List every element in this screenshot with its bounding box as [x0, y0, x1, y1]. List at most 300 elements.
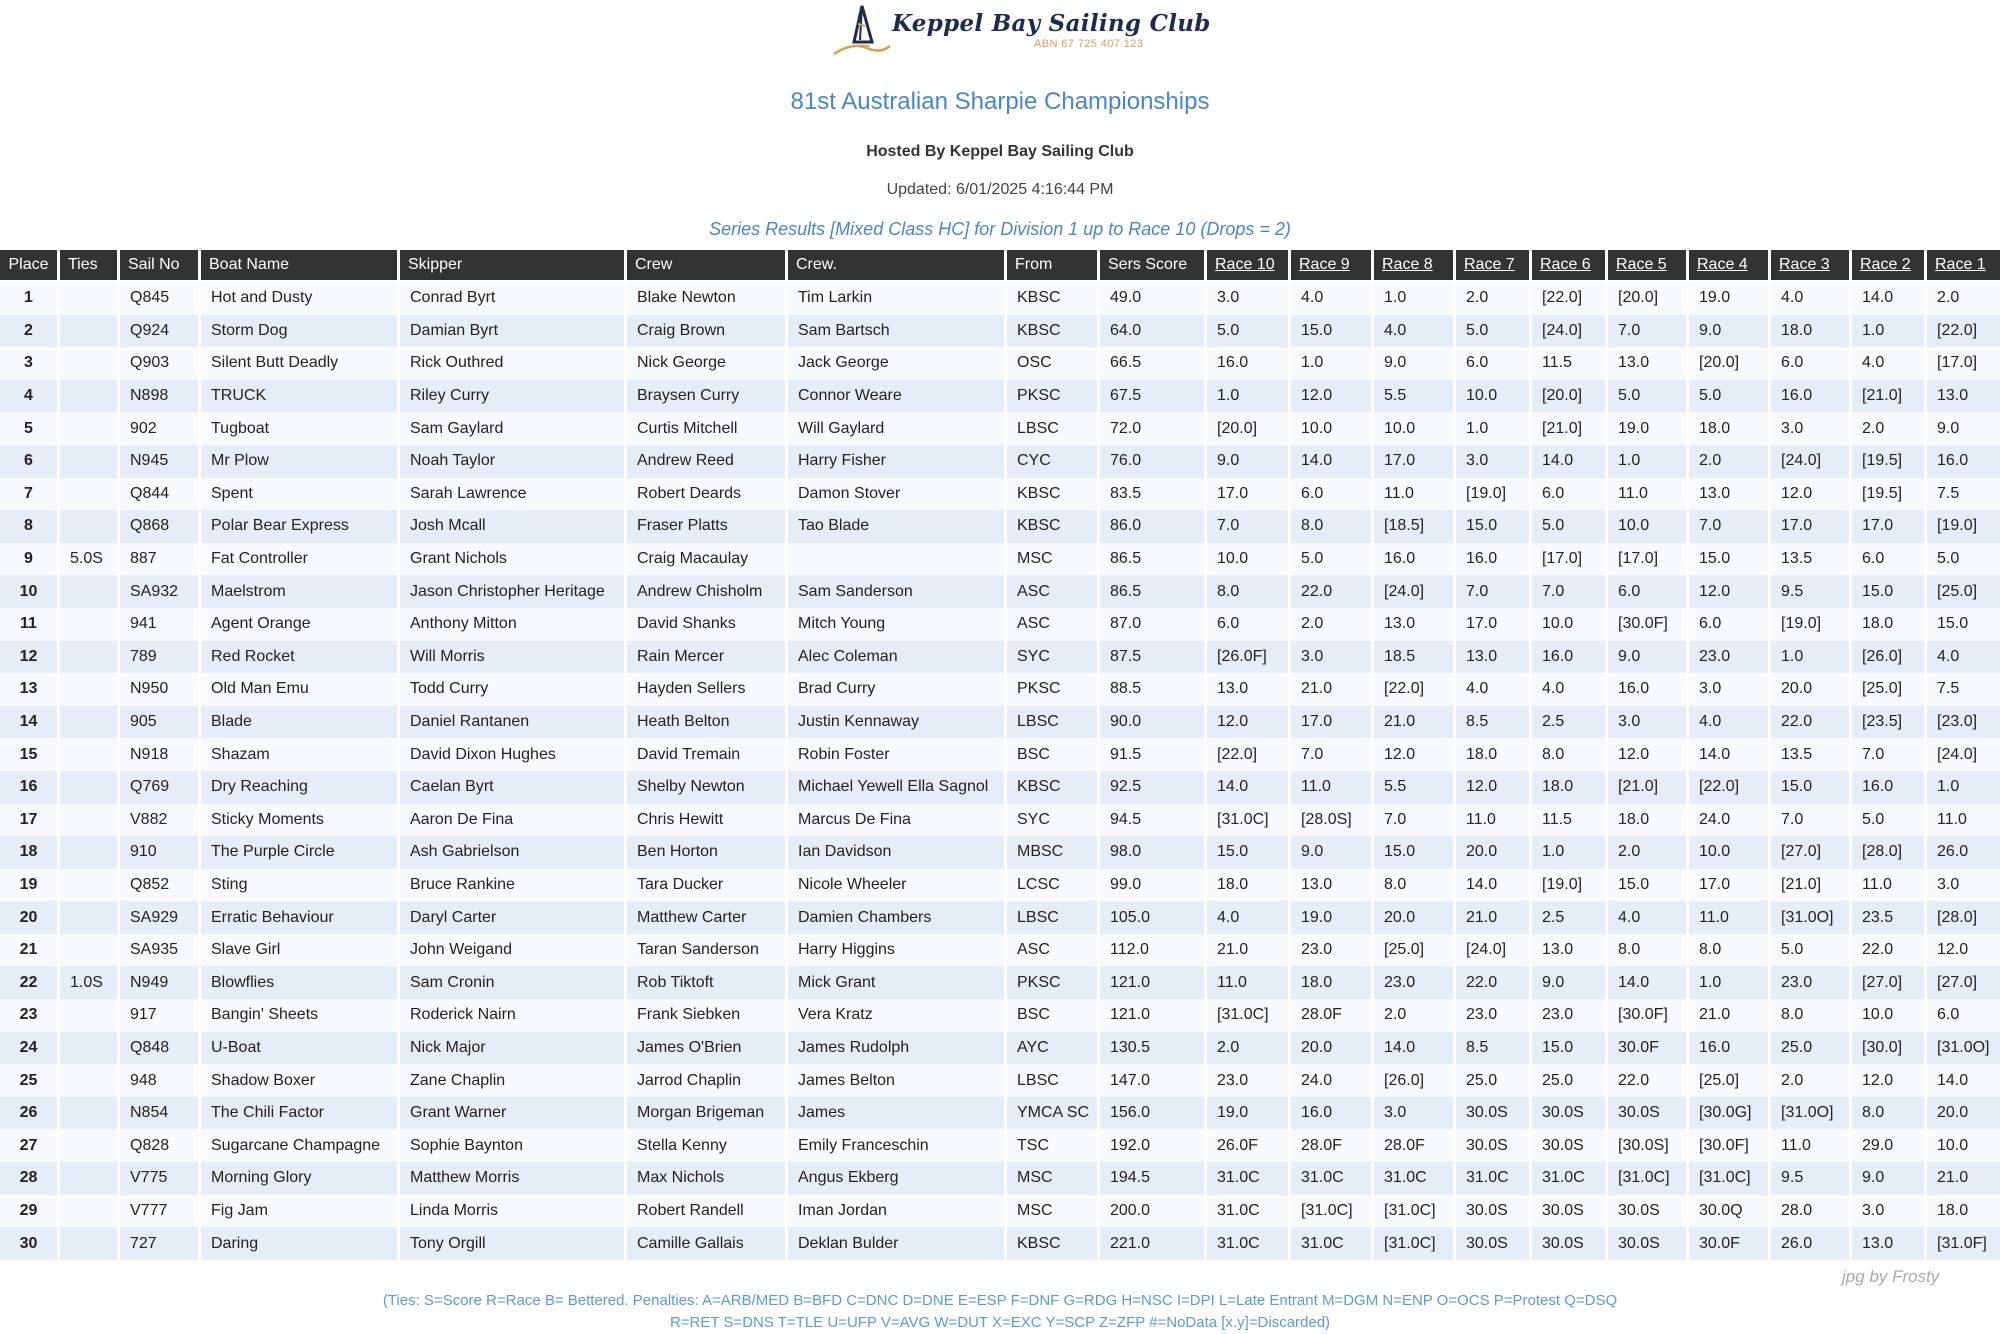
cell-place: 19 [0, 869, 57, 902]
cell-race-8: 8.0 [1374, 869, 1453, 902]
cell-race-2: 3.0 [1852, 1195, 1924, 1228]
cell-race-8: 5.5 [1374, 380, 1453, 413]
cell-crew: Hayden Sellers [627, 673, 785, 706]
cell-race-1: 5.0 [1927, 543, 2000, 576]
cell-skipper: Grant Warner [400, 1097, 624, 1130]
cell-sers-score: 105.0 [1100, 901, 1204, 934]
cell-race-8: 21.0 [1374, 706, 1453, 739]
cell-sail-no: 948 [120, 1064, 198, 1097]
cell-race-6: 5.0 [1532, 510, 1605, 543]
cell-race-6: 23.0 [1532, 999, 1605, 1032]
cell-race-8: [31.0C] [1374, 1195, 1453, 1228]
cell-ties [60, 1129, 117, 1162]
cell-race-2: 22.0 [1852, 934, 1924, 967]
column-header-boat-name: Boat Name [201, 250, 397, 282]
cell-race-9: 31.0C [1291, 1162, 1371, 1195]
cell-race-6: 2.5 [1532, 901, 1605, 934]
table-row [0, 673, 2000, 706]
cell-race-7: 3.0 [1456, 445, 1529, 478]
cell-sail-no: 910 [120, 836, 198, 869]
cell-crew [788, 543, 1004, 576]
series-heading: Series Results [Mixed Class HC] for Division 1 up to Race 10 (Drops = 2) [709, 219, 1291, 239]
table-row [0, 1064, 2000, 1097]
cell-sail-no: 887 [120, 543, 198, 576]
cell-crew: Alec Coleman [788, 641, 1004, 674]
cell-place: 2 [0, 315, 57, 348]
table-row [0, 282, 2000, 315]
cell-place: 18 [0, 836, 57, 869]
cell-race-5: 10.0 [1608, 510, 1686, 543]
cell-from: ASC [1007, 934, 1097, 967]
cell-race-4: 30.0Q [1689, 1195, 1768, 1228]
cell-skipper: Caelan Byrt [400, 771, 624, 804]
cell-crew: James Rudolph [788, 1032, 1004, 1065]
cell-race-2: [25.0] [1852, 673, 1924, 706]
cell-race-10: [31.0C] [1207, 999, 1288, 1032]
cell-race-6: 2.5 [1532, 706, 1605, 739]
cell-ties [60, 608, 117, 641]
cell-race-4: 1.0 [1689, 966, 1768, 999]
column-header-race-9[interactable]: Race 9 [1291, 250, 1371, 282]
cell-from: MSC [1007, 543, 1097, 576]
cell-race-10: 6.0 [1207, 608, 1288, 641]
cell-crew: Braysen Curry [627, 380, 785, 413]
cell-boat-name: The Purple Circle [201, 836, 397, 869]
cell-race-9: 28.0F [1291, 999, 1371, 1032]
table-row [0, 641, 2000, 674]
cell-race-9: 24.0 [1291, 1064, 1371, 1097]
table-row [0, 315, 2000, 348]
cell-race-7: 13.0 [1456, 641, 1529, 674]
cell-place: 7 [0, 478, 57, 511]
column-header-sail-no: Sail No [120, 250, 198, 282]
cell-from: BSC [1007, 738, 1097, 771]
cell-place: 16 [0, 771, 57, 804]
table-row [0, 347, 2000, 380]
cell-race-9: 1.0 [1291, 347, 1371, 380]
cell-race-7: 30.0S [1456, 1129, 1529, 1162]
column-header-race-4[interactable]: Race 4 [1689, 250, 1768, 282]
cell-crew: Emily Franceschin [788, 1129, 1004, 1162]
cell-race-6: 11.5 [1532, 347, 1605, 380]
cell-sers-score: 64.0 [1100, 315, 1204, 348]
sailboat-icon [832, 2, 892, 60]
table-row [0, 999, 2000, 1032]
cell-sers-score: 86.5 [1100, 575, 1204, 608]
cell-ties [60, 445, 117, 478]
cell-race-9: 19.0 [1291, 901, 1371, 934]
cell-boat-name: Polar Bear Express [201, 510, 397, 543]
cell-boat-name: Bangin' Sheets [201, 999, 397, 1032]
cell-race-6: 30.0S [1532, 1129, 1605, 1162]
cell-race-4: 2.0 [1689, 445, 1768, 478]
cell-race-10: 2.0 [1207, 1032, 1288, 1065]
cell-sers-score: 72.0 [1100, 412, 1204, 445]
cell-race-8: 20.0 [1374, 901, 1453, 934]
cell-race-4: 12.0 [1689, 575, 1768, 608]
cell-place: 13 [0, 673, 57, 706]
cell-place: 3 [0, 347, 57, 380]
table-row [0, 901, 2000, 934]
cell-race-4: [20.0] [1689, 347, 1768, 380]
cell-race-9: 23.0 [1291, 934, 1371, 967]
cell-race-1: 4.0 [1927, 641, 2000, 674]
cell-race-7: [24.0] [1456, 934, 1529, 967]
cell-race-6: 30.0S [1532, 1195, 1605, 1228]
table-row [0, 543, 2000, 576]
cell-crew: Chris Hewitt [627, 804, 785, 837]
cell-race-7: 11.0 [1456, 804, 1529, 837]
cell-race-7: 31.0C [1456, 1162, 1529, 1195]
column-header-race-6[interactable]: Race 6 [1532, 250, 1605, 282]
cell-race-5: 22.0 [1608, 1064, 1686, 1097]
hosted-by: Hosted By Keppel Bay Sailing Club [866, 143, 1134, 160]
cell-race-10: 12.0 [1207, 706, 1288, 739]
column-header-race-5[interactable]: Race 5 [1608, 250, 1686, 282]
cell-race-10: 21.0 [1207, 934, 1288, 967]
cell-race-3: 16.0 [1771, 380, 1849, 413]
cell-race-10: 15.0 [1207, 836, 1288, 869]
column-header-race-8[interactable]: Race 8 [1374, 250, 1453, 282]
cell-race-4: 9.0 [1689, 315, 1768, 348]
cell-sers-score: 87.5 [1100, 641, 1204, 674]
cell-race-1: [17.0] [1927, 347, 2000, 380]
cell-boat-name: Shadow Boxer [201, 1064, 397, 1097]
column-header-place: Place [0, 250, 57, 282]
cell-sers-score: 67.5 [1100, 380, 1204, 413]
cell-crew: Marcus De Fina [788, 804, 1004, 837]
cell-boat-name: Maelstrom [201, 575, 397, 608]
cell-race-7: 17.0 [1456, 608, 1529, 641]
cell-sers-score: 66.5 [1100, 347, 1204, 380]
cell-race-4: 5.0 [1689, 380, 1768, 413]
cell-skipper: Josh Mcall [400, 510, 624, 543]
cell-race-6: 9.0 [1532, 966, 1605, 999]
cell-race-7: 22.0 [1456, 966, 1529, 999]
cell-sail-no: 905 [120, 706, 198, 739]
cell-race-8: 16.0 [1374, 543, 1453, 576]
cell-race-4: 19.0 [1689, 282, 1768, 315]
cell-race-7: 20.0 [1456, 836, 1529, 869]
cell-race-4: 10.0 [1689, 836, 1768, 869]
cell-skipper: Rick Outhred [400, 347, 624, 380]
cell-race-8: 12.0 [1374, 738, 1453, 771]
cell-ties [60, 380, 117, 413]
cell-race-4: 13.0 [1689, 478, 1768, 511]
table-row [0, 1129, 2000, 1162]
cell-race-7: 10.0 [1456, 380, 1529, 413]
cell-crew: Iman Jordan [788, 1195, 1004, 1228]
cell-race-8: 10.0 [1374, 412, 1453, 445]
cell-race-6: 8.0 [1532, 738, 1605, 771]
column-header-race-3[interactable]: Race 3 [1771, 250, 1849, 282]
table-row [0, 380, 2000, 413]
cell-sers-score: 49.0 [1100, 282, 1204, 315]
cell-ties [60, 478, 117, 511]
table-row [0, 966, 2000, 999]
cell-sail-no: N945 [120, 445, 198, 478]
cell-race-10: 31.0C [1207, 1227, 1288, 1260]
cell-skipper: John Weigand [400, 934, 624, 967]
cell-sail-no: SA935 [120, 934, 198, 967]
cell-crew: David Tremain [627, 738, 785, 771]
cell-race-2: 8.0 [1852, 1097, 1924, 1130]
cell-skipper: Damian Byrt [400, 315, 624, 348]
cell-sers-score: 94.5 [1100, 804, 1204, 837]
cell-race-5: 8.0 [1608, 934, 1686, 967]
cell-skipper: Roderick Nairn [400, 999, 624, 1032]
cell-from: KBSC [1007, 771, 1097, 804]
cell-race-2: [30.0] [1852, 1032, 1924, 1065]
cell-ties [60, 347, 117, 380]
cell-race-8: [31.0C] [1374, 1227, 1453, 1260]
cell-sail-no: V775 [120, 1162, 198, 1195]
cell-race-6: 18.0 [1532, 771, 1605, 804]
cell-crew: Harry Higgins [788, 934, 1004, 967]
cell-race-10: 10.0 [1207, 543, 1288, 576]
cell-race-1: 9.0 [1927, 412, 2000, 445]
cell-race-5: 11.0 [1608, 478, 1686, 511]
cell-race-8: [25.0] [1374, 934, 1453, 967]
cell-ties [60, 673, 117, 706]
cell-crew: Nick George [627, 347, 785, 380]
cell-sail-no: 789 [120, 641, 198, 674]
cell-race-7: 8.5 [1456, 1032, 1529, 1065]
cell-ties: 1.0S [60, 966, 117, 999]
cell-race-6: [19.0] [1532, 869, 1605, 902]
cell-skipper: Daryl Carter [400, 901, 624, 934]
cell-race-5: 19.0 [1608, 412, 1686, 445]
cell-boat-name: The Chili Factor [201, 1097, 397, 1130]
cell-sail-no: Q769 [120, 771, 198, 804]
cell-race-5: 2.0 [1608, 836, 1686, 869]
cell-sail-no: 917 [120, 999, 198, 1032]
cell-race-8: 28.0F [1374, 1129, 1453, 1162]
cell-race-5: 6.0 [1608, 575, 1686, 608]
column-header-race-7[interactable]: Race 7 [1456, 250, 1529, 282]
cell-crew: Taran Sanderson [627, 934, 785, 967]
cell-crew: Justin Kennaway [788, 706, 1004, 739]
cell-place: 10 [0, 575, 57, 608]
cell-race-5: 14.0 [1608, 966, 1686, 999]
cell-ties [60, 510, 117, 543]
cell-race-1: [23.0] [1927, 706, 2000, 739]
column-header-from: From [1007, 250, 1097, 282]
cell-sail-no: 727 [120, 1227, 198, 1260]
cell-crew: Sam Bartsch [788, 315, 1004, 348]
cell-place: 1 [0, 282, 57, 315]
cell-race-1: 10.0 [1927, 1129, 2000, 1162]
cell-skipper: Aaron De Fina [400, 804, 624, 837]
table-row [0, 1162, 2000, 1195]
cell-race-8: [24.0] [1374, 575, 1453, 608]
cell-race-6: [22.0] [1532, 282, 1605, 315]
cell-sers-score: 92.5 [1100, 771, 1204, 804]
cell-from: MSC [1007, 1162, 1097, 1195]
cell-crew: Jarrod Chaplin [627, 1064, 785, 1097]
cell-race-3: 1.0 [1771, 641, 1849, 674]
cell-race-5: 15.0 [1608, 869, 1686, 902]
cell-race-5: 7.0 [1608, 315, 1686, 348]
cell-race-10: 26.0F [1207, 1129, 1288, 1162]
cell-race-6: 10.0 [1532, 608, 1605, 641]
cell-race-3: [31.0O] [1771, 901, 1849, 934]
cell-skipper: Noah Taylor [400, 445, 624, 478]
cell-race-4: 24.0 [1689, 804, 1768, 837]
cell-crew: Andrew Reed [627, 445, 785, 478]
cell-boat-name: Daring [201, 1227, 397, 1260]
cell-crew: Tao Blade [788, 510, 1004, 543]
cell-from: LBSC [1007, 901, 1097, 934]
cell-sail-no: 941 [120, 608, 198, 641]
column-header-race-1[interactable]: Race 1 [1927, 250, 2000, 282]
cell-sers-score: 88.5 [1100, 673, 1204, 706]
cell-crew: Craig Macaulay [627, 543, 785, 576]
cell-race-2: 10.0 [1852, 999, 1924, 1032]
cell-crew: Robert Randell [627, 1195, 785, 1228]
cell-ties [60, 1195, 117, 1228]
cell-place: 4 [0, 380, 57, 413]
cell-race-8: 15.0 [1374, 836, 1453, 869]
cell-place: 6 [0, 445, 57, 478]
cell-place: 8 [0, 510, 57, 543]
cell-race-3: 12.0 [1771, 478, 1849, 511]
cell-race-3: 7.0 [1771, 804, 1849, 837]
cell-race-8: 18.5 [1374, 641, 1453, 674]
cell-race-10: 7.0 [1207, 510, 1288, 543]
cell-race-9: 22.0 [1291, 575, 1371, 608]
cell-race-1: 21.0 [1927, 1162, 2000, 1195]
cell-sail-no: Q868 [120, 510, 198, 543]
cell-sail-no: 902 [120, 412, 198, 445]
column-header-race-2[interactable]: Race 2 [1852, 250, 1924, 282]
cell-race-3: 3.0 [1771, 412, 1849, 445]
cell-race-10: 3.0 [1207, 282, 1288, 315]
cell-race-6: 30.0S [1532, 1227, 1605, 1260]
cell-race-1: [19.0] [1927, 510, 2000, 543]
cell-race-1: [27.0] [1927, 966, 2000, 999]
cell-skipper: Bruce Rankine [400, 869, 624, 902]
cell-skipper: Todd Curry [400, 673, 624, 706]
cell-race-9: 21.0 [1291, 673, 1371, 706]
cell-race-5: 1.0 [1608, 445, 1686, 478]
cell-race-1: 16.0 [1927, 445, 2000, 478]
cell-boat-name: Slave Girl [201, 934, 397, 967]
cell-race-10: 9.0 [1207, 445, 1288, 478]
cell-race-1: 26.0 [1927, 836, 2000, 869]
cell-place: 30 [0, 1227, 57, 1260]
cell-sail-no: N949 [120, 966, 198, 999]
cell-sail-no: N854 [120, 1097, 198, 1130]
cell-place: 11 [0, 608, 57, 641]
cell-sers-score: 99.0 [1100, 869, 1204, 902]
cell-race-4: [30.0G] [1689, 1097, 1768, 1130]
cell-race-10: 31.0C [1207, 1162, 1288, 1195]
cell-race-2: 18.0 [1852, 608, 1924, 641]
cell-race-7: 12.0 [1456, 771, 1529, 804]
cell-boat-name: Sugarcane Champagne [201, 1129, 397, 1162]
cell-race-4: 18.0 [1689, 412, 1768, 445]
cell-sers-score: 86.5 [1100, 543, 1204, 576]
cell-race-2: 7.0 [1852, 738, 1924, 771]
cell-sers-score: 147.0 [1100, 1064, 1204, 1097]
cell-from: LBSC [1007, 706, 1097, 739]
cell-from: KBSC [1007, 315, 1097, 348]
cell-race-7: [19.0] [1456, 478, 1529, 511]
cell-race-1: 1.0 [1927, 771, 2000, 804]
cell-race-6: 4.0 [1532, 673, 1605, 706]
cell-race-8: 7.0 [1374, 804, 1453, 837]
cell-race-3: 26.0 [1771, 1227, 1849, 1260]
cell-sers-score: 112.0 [1100, 934, 1204, 967]
cell-race-4: [30.0F] [1689, 1129, 1768, 1162]
cell-boat-name: Sting [201, 869, 397, 902]
page-title: 81st Australian Sharpie Championships [790, 88, 1210, 115]
cell-sail-no: Q844 [120, 478, 198, 511]
cell-sers-score: 121.0 [1100, 966, 1204, 999]
cell-race-6: 11.5 [1532, 804, 1605, 837]
cell-race-5: 4.0 [1608, 901, 1686, 934]
cell-race-10: [26.0F] [1207, 641, 1288, 674]
table-row [0, 478, 2000, 511]
cell-race-7: 30.0S [1456, 1195, 1529, 1228]
table-row [0, 1097, 2000, 1130]
cell-race-3: [24.0] [1771, 445, 1849, 478]
cell-sers-score: 194.5 [1100, 1162, 1204, 1195]
cell-race-9: 10.0 [1291, 412, 1371, 445]
cell-race-9: 6.0 [1291, 478, 1371, 511]
cell-race-1: 7.5 [1927, 673, 2000, 706]
cell-race-9: 15.0 [1291, 315, 1371, 348]
cell-race-1: [31.0O] [1927, 1032, 2000, 1065]
cell-race-6: 16.0 [1532, 641, 1605, 674]
cell-boat-name: Mr Plow [201, 445, 397, 478]
cell-race-8: 3.0 [1374, 1097, 1453, 1130]
cell-sail-no: V777 [120, 1195, 198, 1228]
cell-boat-name: Spent [201, 478, 397, 511]
cell-crew: Tara Ducker [627, 869, 785, 902]
cell-boat-name: Blade [201, 706, 397, 739]
cell-race-4: 16.0 [1689, 1032, 1768, 1065]
cell-race-4: 7.0 [1689, 510, 1768, 543]
cell-crew: Deklan Bulder [788, 1227, 1004, 1260]
column-header-race-10[interactable]: Race 10 [1207, 250, 1288, 282]
cell-crew: Sam Sanderson [788, 575, 1004, 608]
cell-race-5: [30.0S] [1608, 1129, 1686, 1162]
cell-race-6: 14.0 [1532, 445, 1605, 478]
cell-race-3: 15.0 [1771, 771, 1849, 804]
cell-place: 20 [0, 901, 57, 934]
cell-ties [60, 1032, 117, 1065]
cell-race-10: 19.0 [1207, 1097, 1288, 1130]
cell-race-6: 15.0 [1532, 1032, 1605, 1065]
cell-ties [60, 1162, 117, 1195]
cell-race-7: 4.0 [1456, 673, 1529, 706]
table-row [0, 1227, 2000, 1260]
cell-race-1: 12.0 [1927, 934, 2000, 967]
cell-crew: Camille Gallais [627, 1227, 785, 1260]
cell-race-9: 5.0 [1291, 543, 1371, 576]
cell-race-8: 23.0 [1374, 966, 1453, 999]
table-row [0, 836, 2000, 869]
cell-race-2: 16.0 [1852, 771, 1924, 804]
cell-race-4: 11.0 [1689, 901, 1768, 934]
cell-sail-no: Q828 [120, 1129, 198, 1162]
cell-race-6: 13.0 [1532, 934, 1605, 967]
cell-from: SYC [1007, 804, 1097, 837]
cell-race-2: 13.0 [1852, 1227, 1924, 1260]
cell-race-4: 21.0 [1689, 999, 1768, 1032]
